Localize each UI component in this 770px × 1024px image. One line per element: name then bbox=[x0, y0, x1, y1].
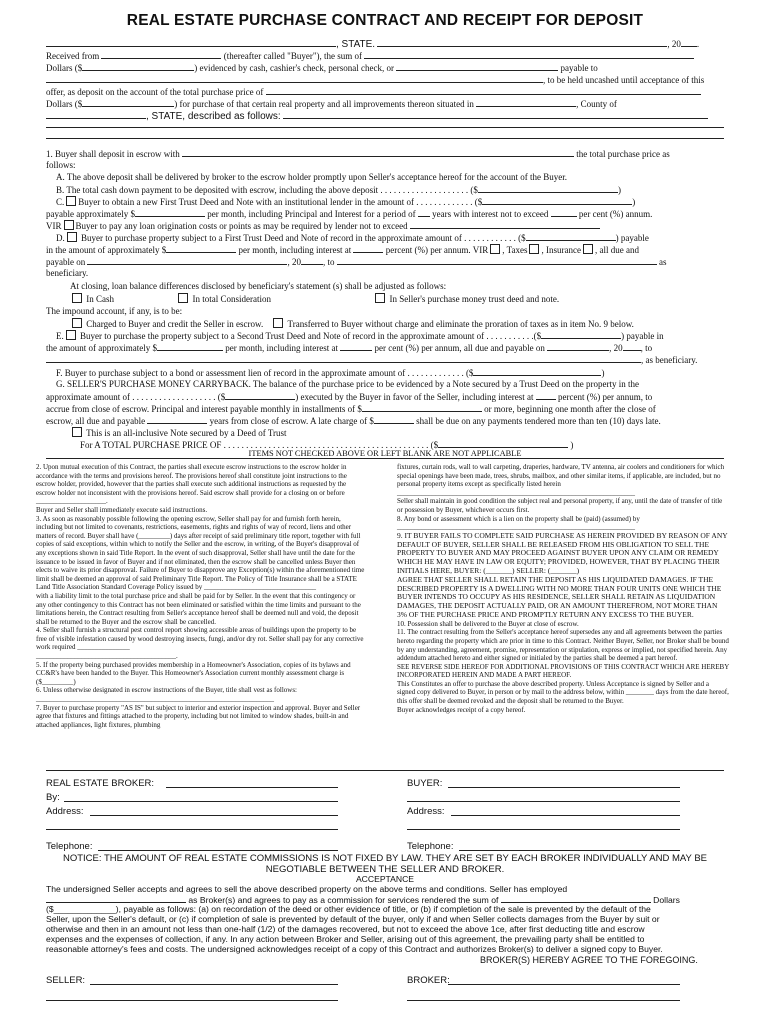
acceptance-line-1: The undersigned Seller accepts and agrees to sell the above described property on the above terms and conditions. Seller has employed bbox=[46, 884, 568, 894]
e-year-blank[interactable] bbox=[623, 342, 641, 351]
commission-notice: NOTICE: THE AMOUNT OF REAL ESTATE COMMISSIONS IS NOT FIXED BY LAW. THEY ARE SET BY EACH BROKER INDIVIDUALLY AND MAY BE NEGOTIABLE BETWEEN THE SELLER AND BROKER. bbox=[62, 853, 708, 875]
broker-address-line[interactable] bbox=[90, 814, 338, 816]
clause-5: 5. If the property being purchased provides membership in a Homeowner's Association, copies of its bylaws and CC&R's have been handed to the Buyer. This Homeowner's Association current monthly assessment charge is ($_________) bbox=[36, 660, 351, 686]
acceptance-line-4: Seller, upon the Seller's default, or (c) if completion of sale is prevented by default of the buyer, only if and when Seller collects damages from the Buyer by suit or bbox=[46, 914, 660, 924]
g-line-4: escrow, all due and payable years from close of escrow. A late charge of $ shall be due on any payments tendered more than ten (10) days late. bbox=[46, 416, 661, 426]
item-f: F. Buyer to purchase subject to a bond or assessment lien of record in the approximate amount of . . . . . . . . . . . . . ($ ) bbox=[56, 368, 605, 378]
e-amount-line: the amount of approximately $ per month, including interest at per cent (%) per annum, all due and payable on , 20 , to bbox=[46, 343, 653, 353]
installments-blank[interactable] bbox=[362, 403, 482, 412]
broker-sign-line[interactable] bbox=[448, 983, 680, 985]
seller-signature-line[interactable] bbox=[90, 983, 338, 985]
buyer-telephone-line[interactable] bbox=[459, 849, 680, 851]
clause-7-cont: fixtures, curtain rods, wall to wall carpeting, draperies, hardware, TV antenna, air coolers and conditioners for which special openings have been made, trees, shrubs, mailbox, and other similar items, if applicable, are included, but no personal property items except as specifically listed herein bbox=[397, 463, 725, 489]
broker-address-line-2[interactable] bbox=[46, 828, 338, 830]
item-a: A. The above deposit shall be delivered by broker to the escrow holder promptly upon Seller's acceptance hereof for the account of the Buyer. bbox=[56, 172, 568, 182]
acceptance-line-2: as Broker(s) and agrees to pay as a commission for services rendered the sum of Dollars bbox=[46, 894, 736, 905]
broker-telephone-label: Telephone: bbox=[46, 841, 93, 852]
impound-options: Charged to Buyer and credit the Seller in escrow. Transferred to Buyer without charge and eliminate the proration of taxes as in item No. 9 below. bbox=[70, 318, 634, 330]
received-line: Received from (thereafter called "Buyer"), the sum of bbox=[46, 50, 694, 62]
e-monthly-blank[interactable] bbox=[157, 342, 223, 351]
see-reverse: SEE REVERSE SIDE HEREOF FOR ADDITIONAL PROVISIONS OF THIS CONTRACT WHICH ARE HEREBY INCORPORATED HEREIN AND MADE A PART HEREOF. bbox=[397, 662, 730, 680]
follows-label: follows: bbox=[46, 160, 76, 170]
county-line: , STATE, described as follows: bbox=[46, 110, 708, 122]
total-price-blank[interactable] bbox=[438, 439, 568, 448]
in-seller-checkbox[interactable] bbox=[375, 293, 385, 303]
dollars-line: Dollars ($ ) evidenced by cash, cashier's check, personal check, or payable to bbox=[46, 63, 598, 73]
clause-6: 6. Unless otherwise designated in escrow instructions of the Buyer, title shall vest as follows: bbox=[36, 686, 298, 695]
offer-line: offer, as deposit on the account of the total purchase price of bbox=[46, 86, 701, 98]
late-charge-blank[interactable] bbox=[374, 415, 414, 424]
clause-2b: Buyer and Seller shall immediately execute said instructions. bbox=[36, 505, 208, 514]
transferred-checkbox[interactable] bbox=[273, 318, 283, 328]
bond-blank[interactable] bbox=[473, 367, 601, 376]
broker-agree-text: BROKER(S) HEREBY AGREE TO THE FOREGOING. bbox=[480, 955, 698, 965]
buyer-telephone-label: Telephone: bbox=[407, 841, 454, 852]
in-total-checkbox[interactable] bbox=[178, 293, 188, 303]
year-blank[interactable] bbox=[681, 38, 697, 47]
insurance-checkbox[interactable] bbox=[583, 244, 593, 254]
closing-text: At closing, loan balance differences disclosed by beneficiary's statement (s) shall be adjusted as follows: bbox=[70, 281, 447, 291]
item-b: B. The total cash down payment to be deposited with escrow, including the above deposit . . . . . . . . . . . . . . . . . . . . ($ ) bbox=[56, 185, 621, 195]
page-title: REAL ESTATE PURCHASE CONTRACT AND RECEIPT FOR DEPOSIT bbox=[126, 12, 644, 29]
by-label: By: bbox=[46, 792, 60, 803]
dollars2-line: Dollars ($ ) for purchase of that certain real property and all improvements thereon situated in , County of bbox=[46, 99, 617, 109]
payable-on-line: payable on , 20 , to as bbox=[46, 257, 667, 267]
d-amount-line: in the amount of approximately $ per month, including interest at percent (%) per annum. VIR , Taxes , Insurance , all due and bbox=[46, 245, 639, 255]
offer-clause: This Constitutes an offer to purchase the above described property. Unless Acceptance is signed by Seller and a signed copy delivered to Buyer, in person or by mail to the address below, within ________ days from the date hereof, this offer shall be deemed revoked and the deposit shall be returned to the Buyer. bbox=[397, 679, 729, 706]
interest-blank[interactable] bbox=[551, 208, 577, 217]
state-line: , STATE. , 20 . bbox=[46, 38, 699, 50]
years-due-blank[interactable] bbox=[147, 415, 207, 424]
buyer-receipt: Buyer acknowledges receipt of a copy hereof. bbox=[397, 705, 526, 714]
first-trust-record-blank[interactable] bbox=[526, 232, 616, 241]
payment-method-blank[interactable] bbox=[396, 62, 558, 71]
broker-signature-line[interactable] bbox=[166, 786, 338, 788]
payee-blank[interactable] bbox=[46, 74, 543, 83]
item-d-checkbox[interactable] bbox=[67, 232, 77, 242]
seller-label: SELLER: bbox=[46, 975, 86, 986]
acceptance-line-7: reasonable attorney's fees and costs. The undersigned acknowledges receipt of a copy of this Contract and authorizes Broker(s) to deliver a signed copy to Buyer. bbox=[46, 944, 663, 954]
second-trust-blank[interactable] bbox=[541, 330, 621, 339]
e-interest-blank[interactable] bbox=[340, 342, 372, 351]
date-blank[interactable] bbox=[377, 38, 667, 47]
impound-label: The impound account, if any, is to be: bbox=[46, 306, 183, 316]
buyer-signature-line[interactable] bbox=[448, 786, 680, 788]
closing-options: In Cash In total Consideration In Seller's purchase money trust deed and note. bbox=[70, 293, 559, 305]
buyer-address-label: Address: bbox=[407, 806, 445, 817]
left-column bbox=[36, 463, 366, 729]
acceptance-line-3: ($_____________), payable as follows: (a) on recordation of the deed or other evidence of title, or (b) if completion of the sale is prevented by the default of the bbox=[46, 904, 651, 914]
years-blank[interactable] bbox=[418, 208, 430, 217]
acceptance-title: ACCEPTANCE bbox=[355, 874, 415, 884]
d-beneficiary-blank[interactable] bbox=[337, 256, 657, 265]
section-divider bbox=[46, 458, 724, 459]
payable-on-blank[interactable] bbox=[87, 256, 287, 265]
by-line[interactable] bbox=[64, 800, 338, 802]
e-beneficiary-blank[interactable] bbox=[46, 354, 641, 363]
vir-checkbox[interactable] bbox=[64, 220, 74, 230]
all-inclusive-line: This is an all-inclusive Note secured by a Deed of Trust bbox=[70, 427, 287, 439]
d-monthly-blank[interactable] bbox=[166, 244, 236, 253]
clause-8: 8. Any bond or assessment which is a lien on the property shall be (paid) (assumed) by ____________________________________________________________________ bbox=[397, 514, 640, 532]
taxes-checkbox[interactable] bbox=[529, 244, 539, 254]
clause-3: 3. As soon as reasonably possible following the opening escrow, Seller shall pay for and furnish forth herein, including but not limited to covenants, restrictions, easements, rights and rights of way of record, liens and other matters of record. Buyer shall have (_________) days after receipt of said preliminary title report, together with full copies of said exceptions, within which to notify the Seller and the escrow, in writing, of the Buyer's disapproval of any exceptions shown in said Title Report. In the event of such disapproval, Seller shall have until the date for the issuance to be issued in favor of Buyer and if not eliminated, then the escrow shall be cancelled unless Buyer then elects to waive its prior disapproval. Failure of Buyer to disapprove any Exception(s) within the aforementioned time limit shall be deemed an approval of said Preliminary Title Report. The Policy of Title Insurance shall be a STATE Land Title Association Standard Coverage Policy issued by ________________________________ bbox=[36, 514, 365, 592]
item-c: C. Buyer to obtain a new First Trust Deed and Note with an institutional lender in the amount of . . . . . . . . . . . . . ($ ) bbox=[56, 197, 636, 207]
s1-line: 1. Buyer shall deposit in escrow with the total purchase price as bbox=[46, 149, 670, 159]
total-line: For A TOTAL PURCHASE PRICE OF . . . . . . . . . . . . . . . . . . . . . . . . . . . . . . . . . . . . . . . . . . . . . . ($ ) bbox=[80, 440, 574, 450]
acceptance-line-6: expenses and the expenses of collection, if any. In any action between Broker and Seller, arising out of this agreement, the prevailing party shall be entitled to bbox=[46, 934, 645, 944]
item-g: G. SELLER'S PURCHASE MONEY CARRYBACK. The balance of the purchase price to be evidenced by a Note secured by a Trust Deed on the property in the bbox=[56, 379, 640, 389]
clause-9: 9. IT BUYER FAILS TO COMPLETE SAID PURCHASE AS HEREIN PROVIDED BY REASON OF ANY DEFAULT OF BUYER, SELLER SHALL BE RELEASED FROM HIS OBLIGATION TO SELL THE PROPERTY TO BUYER AND MAY PROCEED AGAINST BUYER UPON ANY CLAIM OR REMEDY WHICH HE MAY HAVE IN LAW OR EQUITY; PROVIDED, HOWEVER, THAT BY PLACING THEIR INITIALS HERE, BUYER: (_______) SELLER: (_______) bbox=[397, 530, 728, 575]
description-line-2[interactable] bbox=[46, 138, 724, 139]
item-c-checkbox[interactable] bbox=[66, 196, 76, 206]
item-e-checkbox[interactable] bbox=[66, 330, 76, 340]
item-e: E. Buyer to purchase the property subject to a Second Trust Deed and Note of record in the approximate amount of . . . . . . . . . . .($ ) payable in bbox=[56, 331, 664, 341]
all-inclusive-checkbox[interactable] bbox=[72, 427, 82, 437]
carryback-amount-blank[interactable] bbox=[225, 391, 295, 400]
included-items-blank: ____________________________________________________________________ bbox=[397, 488, 635, 497]
in-cash-checkbox[interactable] bbox=[72, 293, 82, 303]
clause-11: 11. The contract resulting from the Seller's acceptance hereof supersedes any and all agreements between the parties hereto regarding the property which are prior in time to this Contract. Neither Buyer, Seller, nor Broker shall be bound by any understanding, agreement, promise, representation or stipulation, express or implied, not specified herein. Any addendum attached hereto and either signed or initialed by the parties shall be deemed a part hereof. bbox=[397, 628, 729, 663]
cash-down-blank[interactable] bbox=[478, 184, 618, 193]
county-blank[interactable] bbox=[46, 110, 146, 119]
dollars-amount-blank[interactable] bbox=[82, 62, 194, 71]
buyer-address-line-2[interactable] bbox=[407, 828, 680, 830]
broker-sign-line-2[interactable] bbox=[407, 999, 680, 1001]
buyer-address-line[interactable] bbox=[451, 814, 680, 816]
broker-telephone-line[interactable] bbox=[98, 849, 338, 851]
maintain-clause: Seller shall maintain in good condition the subject real and personal property, if any, until the date of transfer of title or possession by Buyer, whichever occurs first. bbox=[397, 497, 723, 514]
vir-line: VIR Buyer to pay any loan origination costs or points as may be required by lender not to exceed bbox=[46, 220, 600, 232]
right-column bbox=[397, 463, 729, 714]
description-blank[interactable] bbox=[283, 110, 708, 119]
g-line-2: approximate amount of . . . . . . . . . . . . . . . . . . . ($ ) executed by the Buyer in favor of the Seller, including interest at percent (%) per annum, to bbox=[46, 392, 653, 402]
d-vir-checkbox[interactable] bbox=[490, 244, 500, 254]
payable-approx-line: payable approximately $ per month, including Principal and Interest for a period of years with interest not to exceed per cent (%) annum. bbox=[46, 209, 653, 219]
signature-divider bbox=[46, 770, 724, 771]
clause-10: 10. Possession shall be delivered to the Buyer at close of escrow. bbox=[397, 619, 579, 628]
e-beneficiary-line: , as beneficiary. bbox=[46, 354, 697, 366]
g-line-3: accrue from close of escrow. Principal and interest payable monthly in installments of $ or more, beginning one month after the close of bbox=[46, 404, 656, 414]
first-trust-amount-blank[interactable] bbox=[482, 196, 632, 205]
clause-2: 2. Upon mutual execution of this Contract, the parties shall execute escrow instructions to the escrow holder in accordance with the terms and provisions hereof. The provisions hereof shall constitute joint instructions to the escrow holder, provided, however that the parties shall execute such additional instructions as requested by the escrow holder not inconsistent with the provisions hereof. Said escrow shall provide for a closing on or before ____________________. bbox=[36, 463, 347, 506]
items-not-checked-notice: ITEMS NOT CHECKED ABOVE OR LEFT BLANK ARE NOT APPLICABLE bbox=[248, 449, 522, 458]
price-amount-blank[interactable] bbox=[82, 98, 174, 107]
sum-blank[interactable] bbox=[364, 50, 694, 59]
clause-3b: with a liability limit to the total purchase price and shall be paid for by Seller. In the event that this contingency or any other contingency to this Contract has not been eliminated or satisfied within the time limits and pursuant to the limitations herein, the Contract resulting from Seller's acceptance hereof shall be deemed null and void, the deposit shall be returned to the Buyer and the escrow shall be cancelled. bbox=[36, 591, 361, 626]
acceptance-line-5: otherwise and then in an amount not less than one-half (1/2) of the damages recovered, but not to exceed the above 1ce, after first deducting title and escrow bbox=[46, 924, 645, 934]
description-line-1[interactable] bbox=[46, 127, 724, 128]
situated-blank[interactable] bbox=[476, 98, 576, 107]
city-blank[interactable] bbox=[46, 38, 336, 47]
charged-checkbox[interactable] bbox=[72, 318, 82, 328]
carryback-interest-blank[interactable] bbox=[536, 391, 556, 400]
broker-name-blank[interactable] bbox=[46, 894, 186, 903]
escrow-holder-blank[interactable] bbox=[182, 148, 574, 157]
buyer-label: BUYER: bbox=[407, 778, 443, 789]
monthly-blank[interactable] bbox=[135, 208, 205, 217]
origination-blank[interactable] bbox=[410, 220, 600, 229]
d-interest-blank[interactable] bbox=[353, 244, 383, 253]
clause-9b: AGREE THAT SELLER SHALL RETAIN THE DEPOSIT AS HIS LIQUIDATED DAMAGES. IF THE DESCRIBED PROPERTY IS A DWELLING WITH NO MORE THAN FOUR UNITS ONE WHICH THE BUYER INTENDS TO OCCUPY AS HIS RESIDENCE, SELLER SHALL RETAIN AS LIQUIDATION DAMAGES, THE DEPOSIT ACTUALLY PAID, OR AN AMOUNT THEREFROM, NOT MORE THAN 3% OF THE PURCHASE PRICE AND PROMPTLY RETURN ANY EXCESS TO THE BUYER. bbox=[397, 574, 722, 619]
payable-line: , to be held uncashed until acceptance of this bbox=[46, 74, 704, 86]
e-due-blank[interactable] bbox=[547, 342, 609, 351]
received-from-blank[interactable] bbox=[101, 50, 221, 59]
d-year-blank[interactable] bbox=[301, 256, 323, 265]
beneficiary-label: beneficiary. bbox=[46, 268, 89, 278]
clause-4: 4. Seller shall furnish a structural pest control report showing accessible areas of buildings upon the property to be free of visible infestation caused by wood destroying insects, fungi, and/or dry rot. Seller shall pay for any corrective work required _______________ bbox=[36, 626, 364, 652]
seller-signature-line-2[interactable] bbox=[46, 999, 338, 1001]
broker-sign-label: BROKER: bbox=[407, 975, 450, 986]
clause-4b: ________________________________________. bbox=[36, 652, 178, 661]
broker-label: REAL ESTATE BROKER: bbox=[46, 778, 155, 789]
broker-address-label: Address: bbox=[46, 806, 84, 817]
clause-6b: ____________________________________________________________________ bbox=[36, 695, 274, 704]
clause-7: 7. Buyer to purchase property "AS IS" but subject to interior and exterior inspection and approval. Buyer and Seller agree that fixtures and fittings attached to the property, including but not limited to window shades, built-in and attached appliances, light fixtures, plumbing bbox=[36, 703, 361, 729]
buyer-line-2[interactable] bbox=[407, 800, 680, 802]
commission-blank[interactable] bbox=[501, 894, 651, 903]
item-d: D. Buyer to purchase property subject to a First Trust Deed and Note of record in the approximate amount of . . . . . . . . . . . . ($ ) payable bbox=[56, 233, 649, 243]
price-words-blank[interactable] bbox=[266, 86, 701, 95]
